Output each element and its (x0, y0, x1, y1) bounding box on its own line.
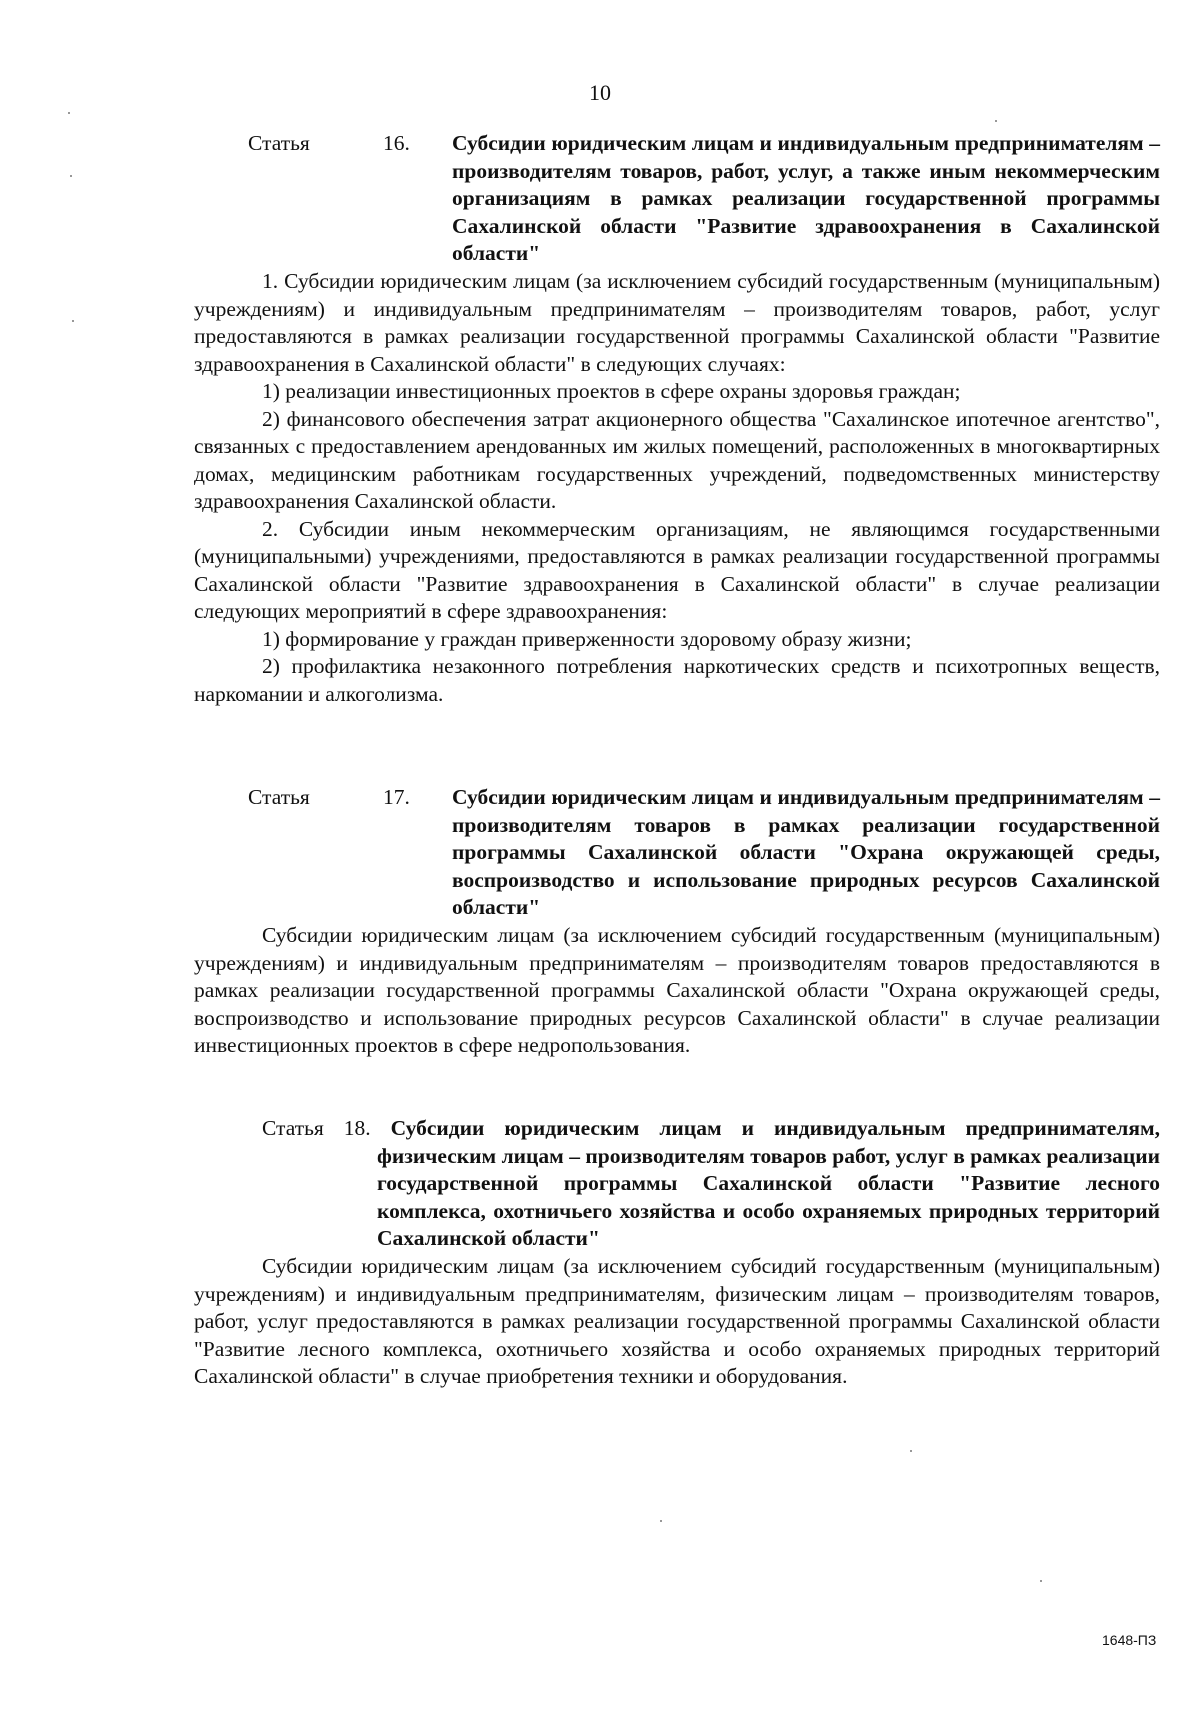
article-18-heading (262, 1115, 1160, 1253)
article-16-body (194, 268, 1160, 708)
scan-speck (70, 175, 72, 177)
paragraph: 1) формирование у граждан приверженности здоровому образу жизни; (262, 626, 912, 651)
scan-speck (995, 120, 997, 122)
article-label: Статья (248, 785, 310, 809)
paragraph: 2. Субсидии иным некоммерческим организациям, не являющимся государственными (муниципальными) учреждениями, предоставляются в рамках реализации государственной программы Сахалинской области "Развитие здравоохранения в Сахалинской области" в случае реализации следующих мероприятий в сфере здравоохранения: (194, 516, 1160, 623)
scan-speck (910, 1450, 912, 1452)
scan-speck (1040, 1580, 1042, 1582)
document-code: 1648-ПЗ (1102, 1632, 1157, 1648)
page-number: 10 (589, 80, 611, 105)
paragraph: 2) финансового обеспечения затрат акционерного общества "Сахалинское ипотечное агентство", связанных с предоставлением арендованных им жилых помещений, расположенных в многоквартирных домах, медицинским работникам государственных учреждений, подведомственных министерству здравоохранения Сахалинской области. (194, 406, 1160, 513)
article-18-body (194, 1253, 1160, 1391)
article-16-heading (248, 130, 1160, 268)
paragraph: 2) профилактика незаконного потребления наркотических средств и психотропных веществ, наркомании и алкоголизма. (194, 654, 1160, 706)
scan-speck (68, 112, 70, 114)
article-number: 17. (383, 785, 410, 809)
article-label: Статья (248, 131, 310, 155)
article-number: 16. (383, 131, 410, 155)
article-title: Субсидии юридическим лицам и индивидуальным предпринимателям – производителям товаров, работ, услуг, а также иным некоммерческим организациям в рамках реализации государственной программы Сахалинской области "Развитие здравоохранения в Сахалинской области" (452, 131, 1160, 265)
article-17-heading (248, 784, 1160, 922)
scan-speck (72, 320, 74, 322)
article-title: Субсидии юридическим лицам и индивидуальным предпринимателям – производителям товаров в рамках реализации государственной программы Сахалинской области "Охрана окружающей среды, воспроизводство и использование природных ресурсов Сахалинской области" (452, 785, 1160, 919)
scan-speck (660, 1520, 662, 1522)
paragraph: 1) реализации инвестиционных проектов в сфере охраны здоровья граждан; (262, 379, 961, 403)
article-17-body (194, 922, 1160, 1060)
paragraph: 1. Субсидии юридическим лицам (за исключением субсидий государственным (муниципальным) учреждениям) и индивидуальным предпринимателям – производителям товаров, работ, услуг предоставляются в рамках реализации государственной программы Сахалинской области "Развитие здравоохранения в Сахалинской области" в следующих случаях: (194, 269, 1160, 376)
article-label: Статья 18. (262, 1116, 371, 1140)
paragraph: Субсидии юридическим лицам (за исключением субсидий государственным (муниципальным) учреждениям) и индивидуальным предпринимателям, физическим лицам – производителям товаров, работ, услуг предоставляются в рамках реализации государственной программы Сахалинской области "Развитие лесного комплекса, охотничьего хозяйства и особо охраняемых природных территорий Сахалинской области" в случае приобретения техники и оборудования. (194, 1254, 1160, 1388)
article-title: Субсидии юридическим лицам и индивидуальным предпринимателям, физическим лицам – производителям товаров работ, услуг в рамках реализации государственной программы Сахалинской области "Развитие лесного комплекса, охотничьего хозяйства и особо охраняемых природных территорий Сахалинской области" (377, 1116, 1160, 1250)
paragraph: Субсидии юридическим лицам (за исключением субсидий государственным (муниципальным) учреждениям) и индивидуальным предпринимателям – производителям товаров предоставляются в рамках реализации государственной программы Сахалинской области "Охрана окружающей среды, воспроизводство и использование природных ресурсов Сахалинской области" в случае реализации инвестиционных проектов в сфере недропользования. (194, 923, 1160, 1057)
